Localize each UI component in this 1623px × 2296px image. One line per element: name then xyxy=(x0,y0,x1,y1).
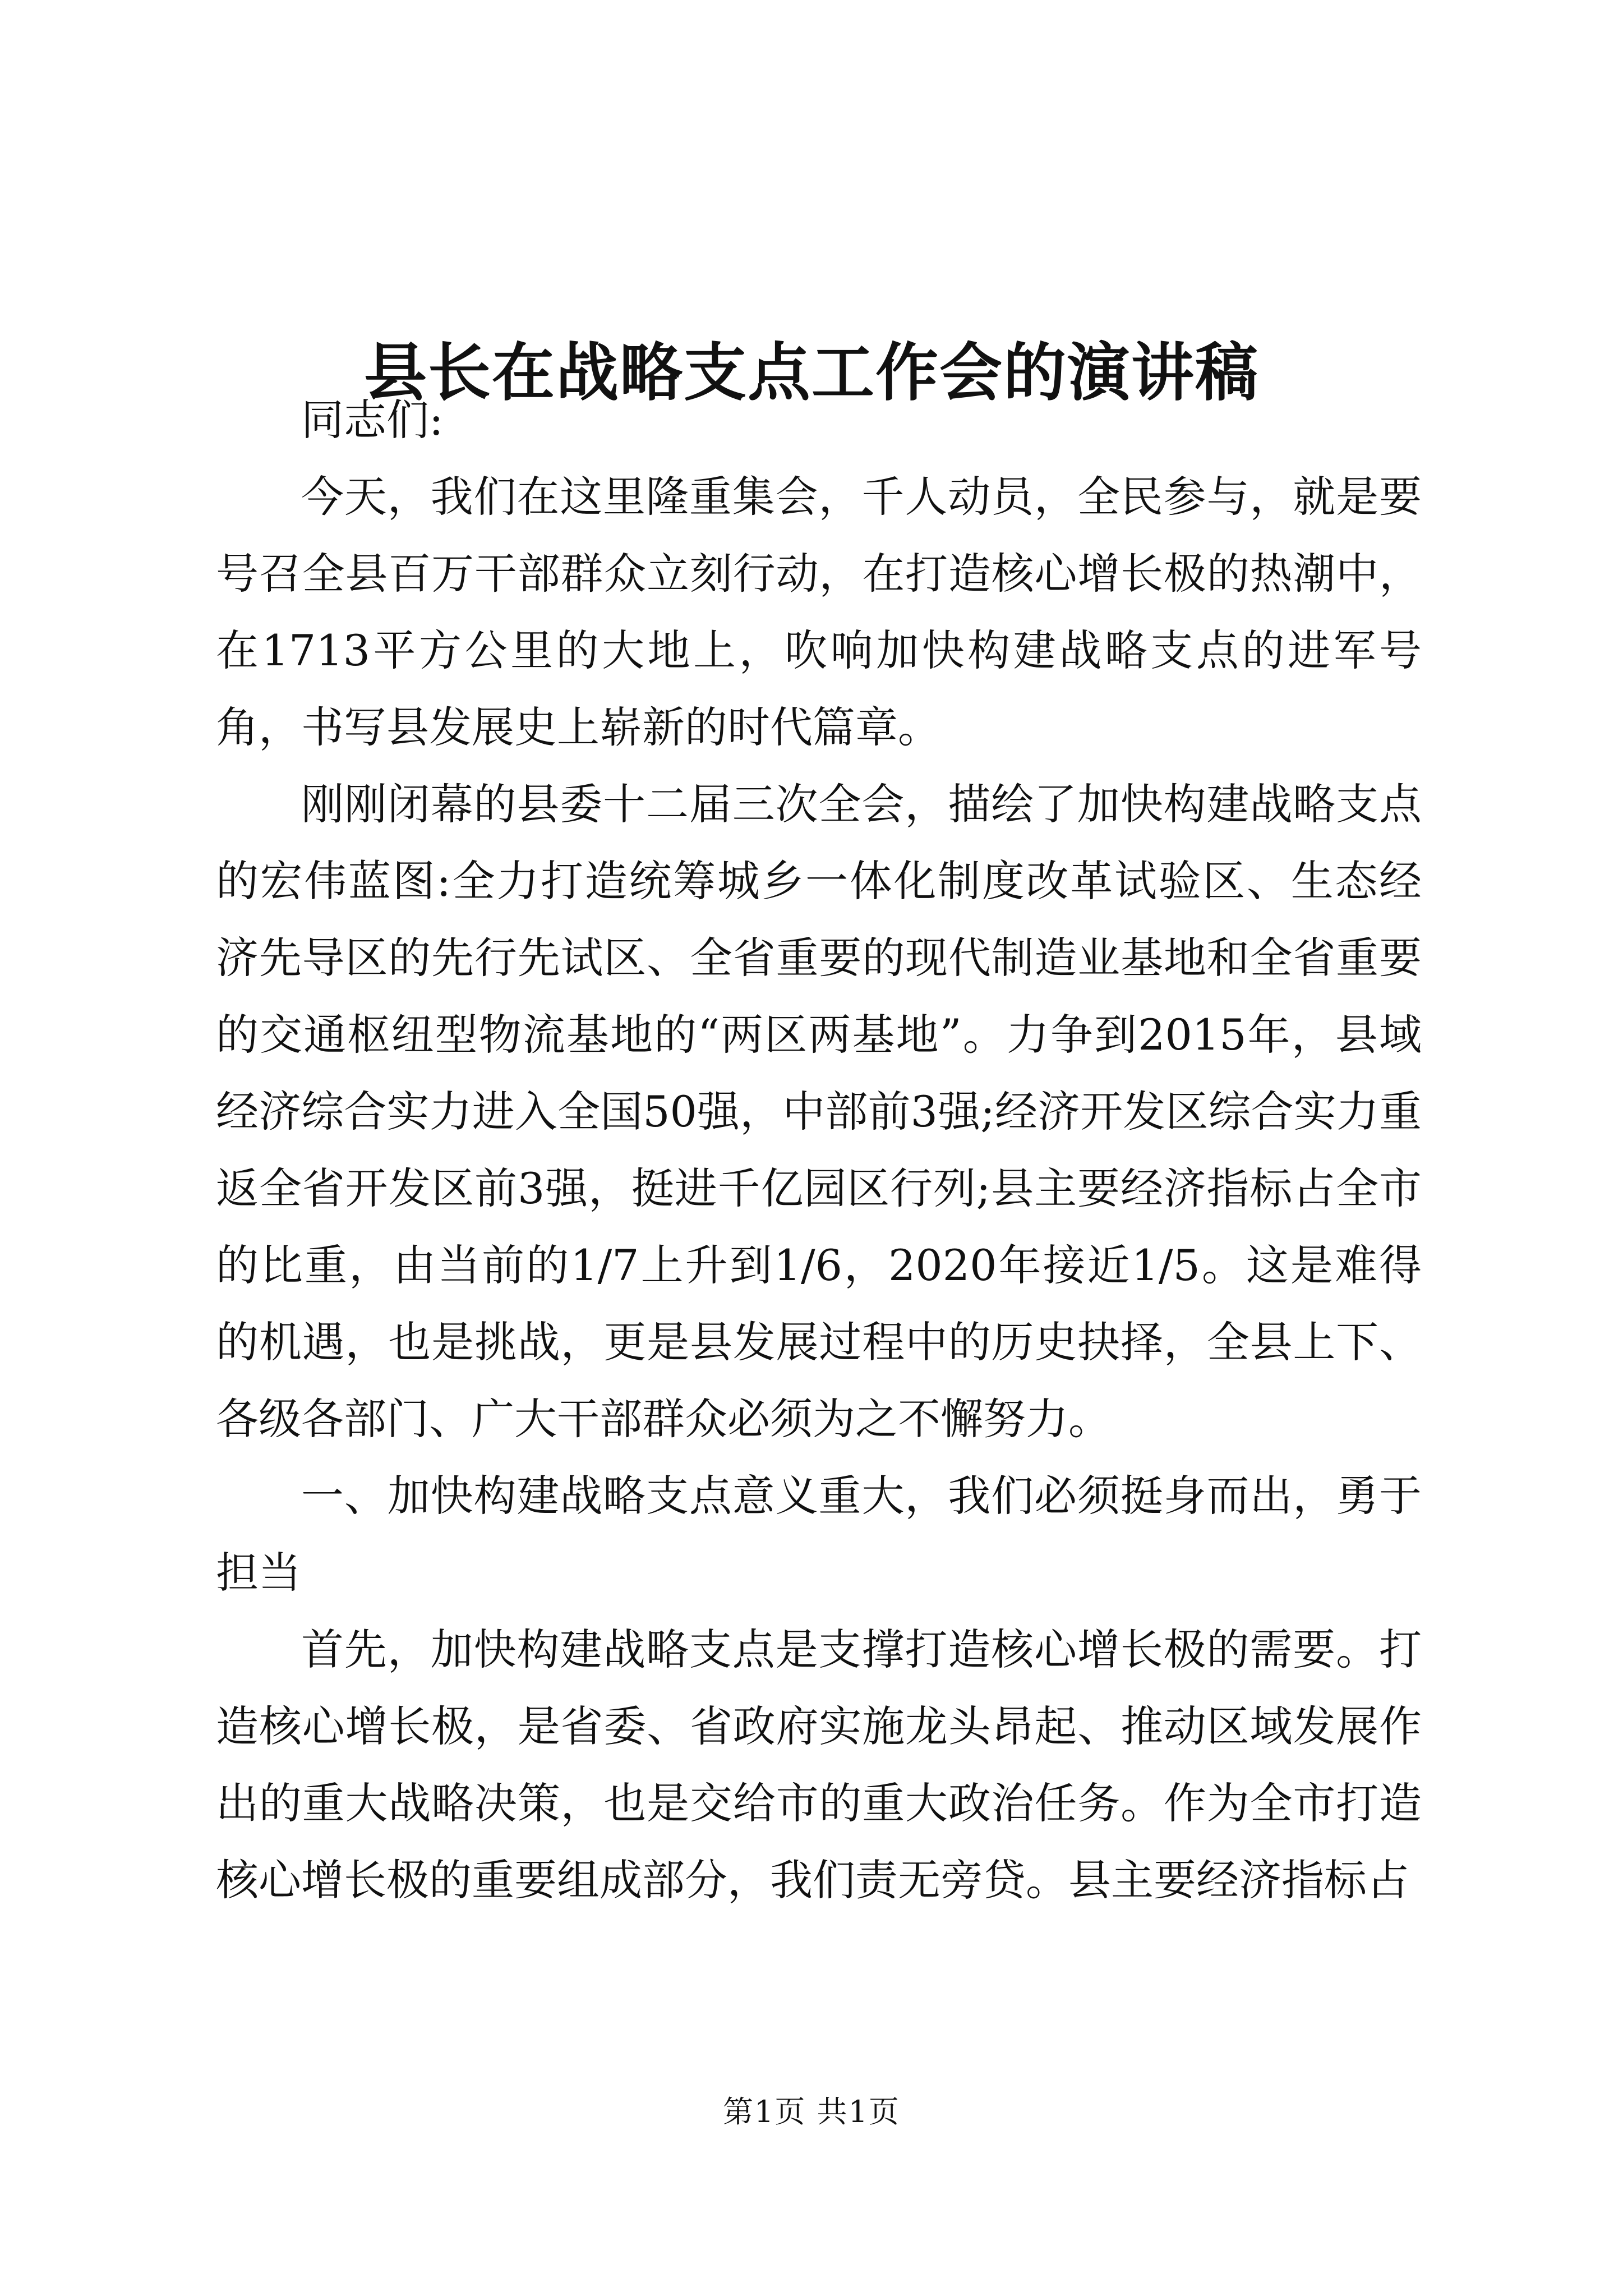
salutation-paragraph: 同志们: xyxy=(301,395,444,445)
document-title: 县长在战略支点工作会的演讲稿 xyxy=(364,336,1259,410)
section-heading-1: 一、加快构建战略支点意义重大，我们必须挺身而出，勇于担当 xyxy=(216,1471,1422,1598)
body-paragraph-1: 今天，我们在这里隆重集会，千人动员，全民参与，就是要号召全县百万干部群众立刻行动，在打造核心增长极的热潮中，在1713平方公里的大地上，吹响加快构建战略支点的进军号角，书写县发展史上崭新的时代篇章。 xyxy=(216,472,1422,752)
body-paragraph-3: 首先，加快构建战略支点是支撑打造核心增长极的需要。打造核心增长极，是省委、省政府实施龙头昂起、推动区域发展作出的重大战略决策，也是交给市的重大政治任务。作为全市打造核心增长极的重要组成部分，我们责无旁贷。县主要经济指标占 xyxy=(216,1625,1422,1905)
body-paragraph-2: 刚刚闭幕的县委十二届三次全会，描绘了加快构建战略支点的宏伟蓝图:全力打造统筹城乡一体化制度改革试验区、生态经济先导区的先行先试区、全省重要的现代制造业基地和全省重要的交通枢纽型物流基地的“两区两基地”。力争到2015年，县域经济综合实力进入全国50强，中部前3强;经济开发区综合实力重返全省开发区前3强，挺进千亿园区行列;县主要经济指标占全市的比重，由当前的1/7上升到1/6，2020年接近1/5。这是难得的机遇，也是挑战，更是县发展过程中的历史抉择，全县上下、各级各部门、广大干部群众必须为之不懈努力。 xyxy=(216,779,1422,1444)
page-footer: 第1页 共1页 xyxy=(723,2094,900,2129)
document-body xyxy=(216,381,1422,1918)
